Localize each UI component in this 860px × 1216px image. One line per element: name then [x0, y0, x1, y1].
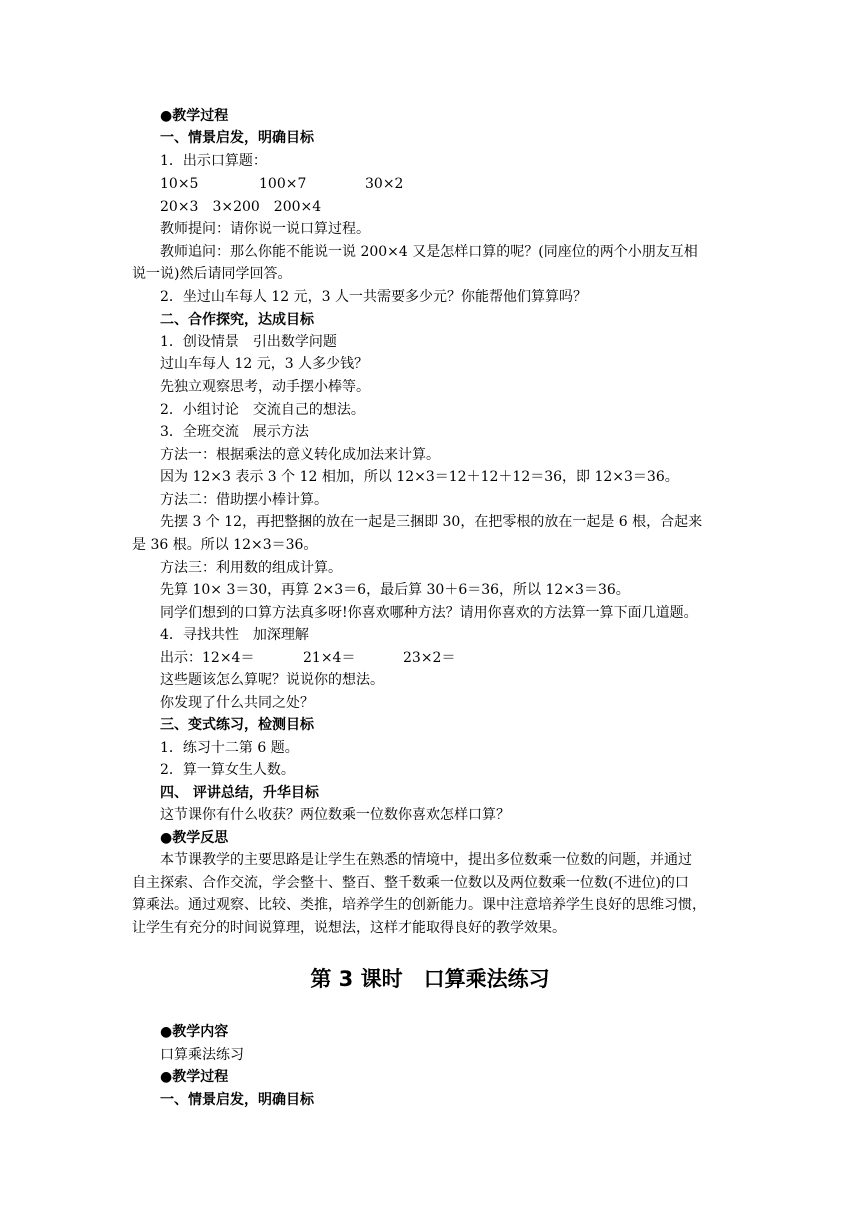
- part3-item-1: 1．练习十二第 6 题。: [160, 740, 299, 756]
- part2-question: 过山车每人 12 元，3 人多少钱？: [160, 356, 369, 372]
- heading-teaching-process-2: ●教学过程: [160, 1069, 229, 1085]
- part2-item-1: 1．创设情景 引出数学问题: [160, 334, 337, 350]
- reflection-line-3: 算乘法。通过观察、比较、类推，培养学生的创新能力。课中注意培养学生良好的思维习惯，: [132, 897, 706, 913]
- method-2-detail: 先摆 3 个 12，再把整捆的放在一起是三捆即 30，在把零根的放在一起是 6 根，合起来: [160, 514, 703, 530]
- exercise-problem: 21×4＝: [303, 650, 356, 666]
- heading-teaching-process: ●教学过程: [160, 108, 229, 124]
- exercise-problem: 出示：12×4＝: [160, 650, 255, 666]
- teacher-ask: 教师提问：请你说一说口算过程。: [160, 221, 370, 237]
- reflection-line-4: 让学生有充分的时间说算理，说想法，这样才能取得良好的教学效果。: [132, 920, 566, 936]
- part1-title: 一、情景启发，明确目标: [160, 130, 314, 146]
- method-2: 方法二：借助摆小棒计算。: [160, 492, 328, 508]
- part3-item-2: 2．算一算女生人数。: [160, 762, 295, 778]
- reflection-line-1: 本节课教学的主要思路是让学生在熟悉的情境中，提出多位数乘一位数的问题，并通过: [160, 852, 692, 868]
- item-1: 1．出示口算题：: [160, 153, 267, 169]
- method-3-detail: 先算 10× 3＝30，再算 2×3＝6，最后算 30＋6＝36，所以 12×3＝36。: [160, 582, 630, 598]
- part2-item-3: 3．全班交流 展示方法: [160, 424, 309, 440]
- exercise-problem: 23×2＝: [403, 650, 456, 666]
- method-2-detail-cont: 是 36 根。所以 12×3＝36。: [132, 537, 318, 553]
- teacher-follow-up: 教师追问：那么你能不能说一说 200×4 又是怎样口算的呢？(同座位的两个小朋友互相: [160, 244, 698, 260]
- part2-item-2: 2．小组讨论 交流自己的想法。: [160, 402, 365, 418]
- part2-title: 二、合作探究，达成目标: [160, 312, 314, 328]
- lesson3-part1-title: 一、情景启发，明确目标: [160, 1092, 314, 1108]
- common-point: 你发现了什么共同之处？: [160, 695, 314, 711]
- reflection-line-2: 自主探索、合作交流，学会整十、整百、整千数乘一位数以及两位数乘一位数(不进位)的口: [132, 875, 689, 891]
- heading-teaching-content: ●教学内容: [160, 1024, 229, 1040]
- part2-think: 先独立观察思考，动手摆小棒等。: [160, 379, 370, 395]
- oral-problem-row-2: 20×3 3×200 200×4: [160, 199, 322, 215]
- how-to-calc: 这些题该怎么算呢？说说你的想法。: [160, 672, 384, 688]
- part4-title: 四、 评讲总结，升华目标: [160, 785, 319, 801]
- method-1-detail: 因为 12×3 表示 3 个 12 相加，所以 12×3＝12＋12＋12＝36，即 12×3＝36。: [160, 469, 679, 485]
- method-3: 方法三：利用数的组成计算。: [160, 560, 342, 576]
- method-1: 方法一：根据乘法的意义转化成加法来计算。: [160, 447, 440, 463]
- oral-problem: 30×2: [365, 176, 404, 192]
- heading-teaching-reflection: ●教学反思: [160, 830, 229, 846]
- teaching-content-text: 口算乘法练习: [160, 1047, 244, 1063]
- part2-item-4: 4．寻找共性 加深理解: [160, 627, 309, 643]
- oral-problem: 10×5: [160, 176, 199, 192]
- item-2: 2．坐过山车每人 12 元，3 人一共需要多少元？你能帮他们算算吗？: [160, 289, 587, 305]
- oral-problem: 100×7: [259, 176, 307, 192]
- praise-text: 同学们想到的口算方法真多呀!你喜欢哪种方法？请用你喜欢的方法算一算下面几道题。: [160, 605, 698, 621]
- lesson-3-title: 第 3 课时 口算乘法练习: [310, 967, 550, 991]
- teacher-follow-up-cont: 说一说)然后请同学回答。: [132, 266, 292, 282]
- part3-title: 三、变式练习，检测目标: [160, 717, 314, 733]
- part4-question: 这节课你有什么收获？两位数乘一位数你喜欢怎样口算？: [160, 807, 510, 823]
